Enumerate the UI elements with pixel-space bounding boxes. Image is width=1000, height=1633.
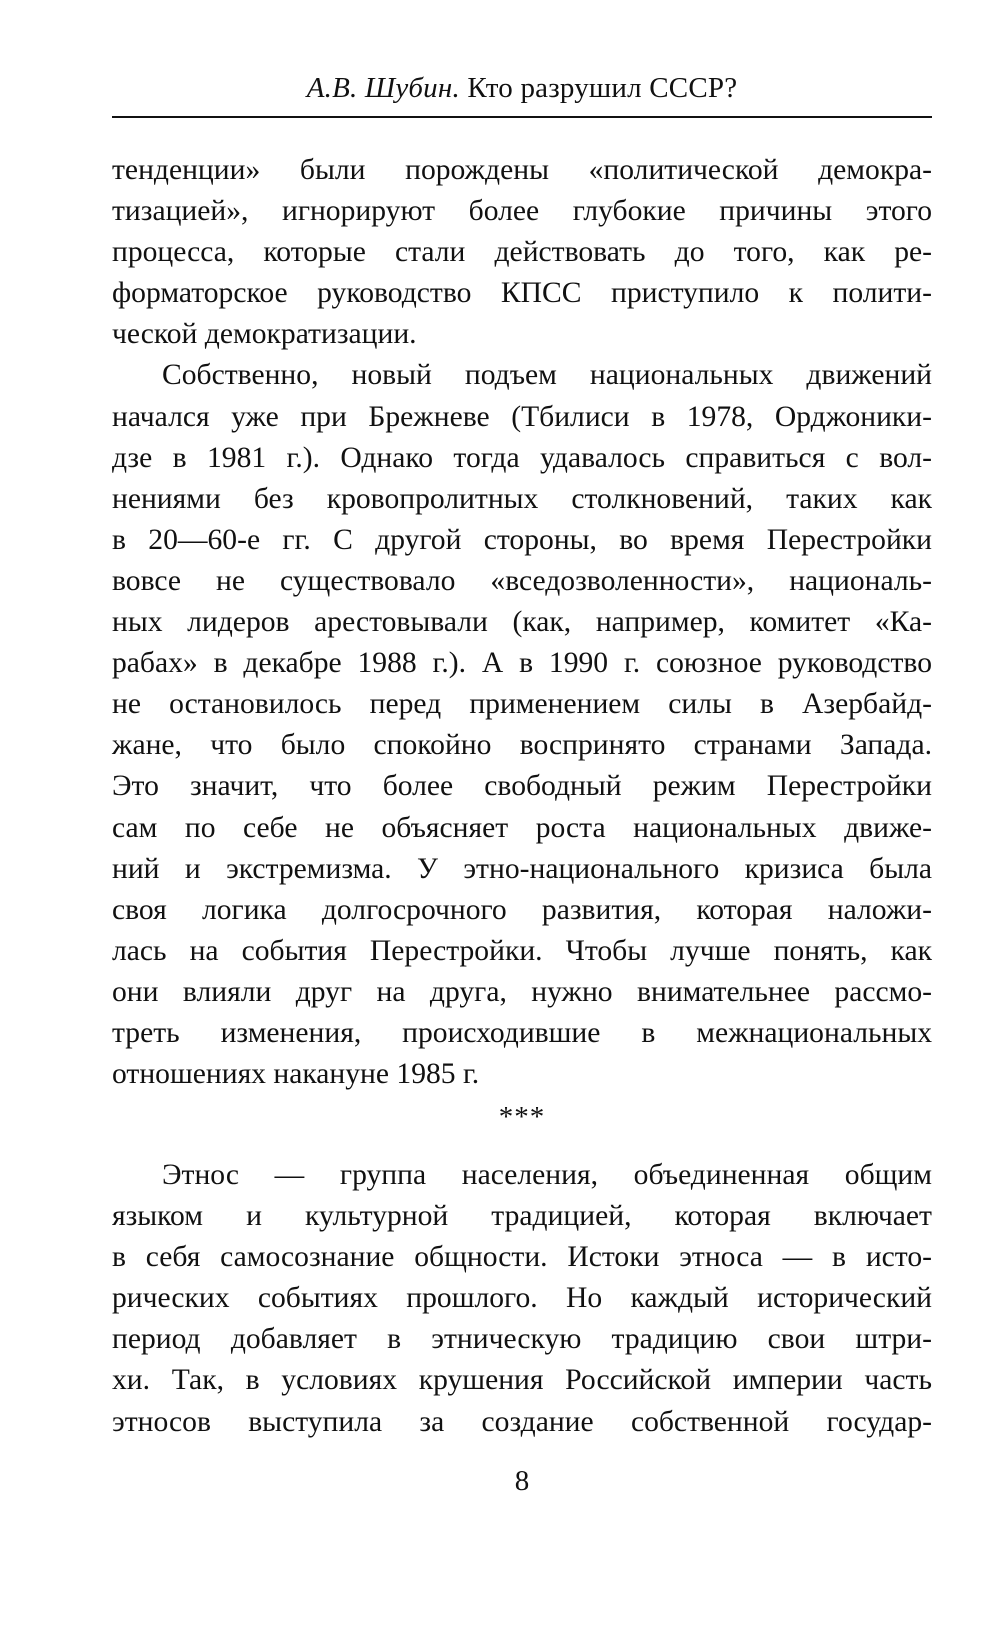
text-line: не остановилось перед применением силы в Азербайд-	[112, 688, 932, 721]
text-line: форматорское руководство КПСС приступило к полити-	[112, 277, 932, 310]
text-line: хи. Так, в условиях крушения Российской империи часть	[112, 1364, 932, 1397]
text-line: отношениях накануне 1985 г.	[112, 1058, 480, 1091]
text-line: лась на события Перестройки. Чтобы лучше понять, как	[112, 934, 932, 967]
header-rule	[112, 116, 932, 118]
body-text-top	[112, 150, 932, 1095]
text-line: процесса, которые стали действовать до того, как ре-	[112, 236, 932, 269]
text-line: треть изменения, происходившие в межнациональных	[112, 1016, 932, 1049]
text-line: они влияли друг на друга, нужно внимательнее рассмо-	[112, 975, 932, 1008]
section-separator: ***	[498, 1101, 546, 1133]
text-line: ний и экстремизма. У этно-национального кризиса была	[112, 852, 932, 885]
text-line: тенденции» были порождены «политической демокра-	[112, 154, 932, 186]
text-line: ных лидеров арестовывали (как, например, комитет «Ка-	[112, 606, 932, 639]
text-line: нениями без кровопролитных столкновений, таких как	[112, 482, 932, 515]
text-line: в 20—60-е гг. С другой стороны, во время Перестройки	[112, 523, 932, 556]
text-line: рических событиях прошлого. Но каждый исторический	[112, 1282, 932, 1315]
text-line: период добавляет в этническую традицию свои штри-	[112, 1323, 932, 1356]
text-line: своя логика долгосрочного развития, которая наложи-	[112, 893, 932, 926]
text-line: начался уже при Брежневе (Тбилиси в 1978, Орджоники-	[112, 400, 932, 433]
text-line: сам по себе не объясняет роста национальных движе-	[112, 811, 932, 844]
text-line: дзе в 1981 г.). Однако тогда удавалось справиться с вол-	[112, 441, 932, 474]
text-line: Это значит, что более свободный режим Перестройки	[112, 770, 932, 803]
text-line: Этнос — группа населения, объединенная общим	[162, 1159, 932, 1191]
header-title: Кто разрушил СССР?	[459, 72, 738, 104]
header-author: А.В. Шубин.	[306, 72, 460, 104]
text-line: Собственно, новый подъем национальных движений	[162, 359, 932, 392]
text-line: вовсе не существовало «вседозволенности», националь-	[112, 564, 932, 597]
text-line: в себя самосознание общности. Истоки этноса — в исто-	[112, 1241, 932, 1274]
text-line: тизацией», игнорируют более глубокие причины этого	[112, 195, 932, 228]
text-line: этносов выступила за создание собственной государ-	[112, 1405, 932, 1438]
body-text-bottom	[112, 1155, 932, 1443]
text-line: рабах» в декабре 1988 г.). А в 1990 г. союзное руководство	[112, 647, 932, 680]
running-header	[112, 70, 932, 106]
page-number: 8	[514, 1465, 530, 1497]
text-line: ческой демократизации.	[112, 318, 417, 351]
text-line: языком и культурной традицией, которая включает	[112, 1200, 932, 1233]
text-line: жане, что было спокойно воспринято странами Запада.	[112, 729, 932, 762]
